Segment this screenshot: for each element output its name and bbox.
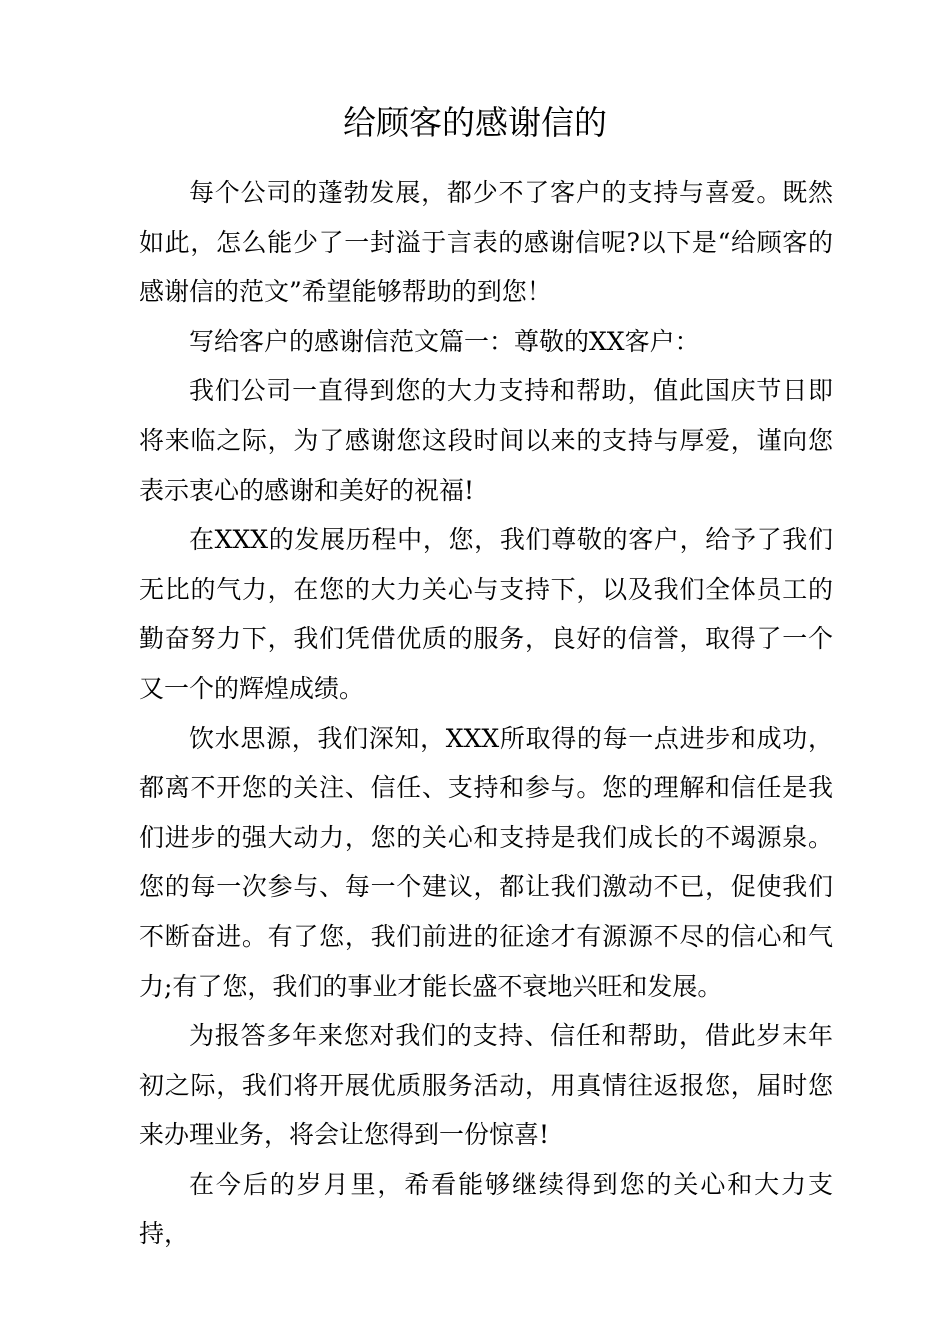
paragraph-thanks: 我们公司一直得到您的大力支持和帮助，值此国庆节日即将来临之际，为了感谢您这段时间以来的支持与厚爱，谨向您表示衷心的感谢和美好的祝福! [139, 376, 833, 505]
paragraph-intro: 每个公司的蓬勃发展，都少不了客户的支持与喜爱。既然如此，怎么能少了一封溢于言表的感谢信呢?以下是“给顾客的感谢信的范文”希望能够帮助的到您！ [139, 178, 833, 307]
letter-body [139, 168, 833, 1259]
paragraph-future: 在今后的岁月里，希看能够继续得到您的关心和大力支持， [139, 1169, 833, 1249]
document-title: 给顾客的感谢信的 [343, 103, 607, 142]
paragraph-salutation: 写给客户的感谢信范文篇一：尊敬的XX客户： [189, 326, 700, 356]
paragraph-history: 在XXX的发展历程中，您，我们尊敬的客户，给予了我们无比的气力，在您的大力关心与支持下，以及我们全体员工的勤奋努力下，我们凭借优质的服务，良好的信誉，取得了一个又一个的辉煌成绩。 [139, 525, 833, 703]
paragraph-service: 为报答多年来您对我们的支持、信任和帮助，借此岁末年初之际，我们将开展优质服务活动，用真情往返报您，届时您来办理业务，将会让您得到一份惊喜! [139, 1021, 833, 1150]
paragraph-gratitude: 饮水思源，我们深知，XXX所取得的每一点进步和成功，都离不开您的关注、信任、支持和参与。您的理解和信任是我们进步的强大动力，您的关心和支持是我们成长的不竭源泉。您的每一次参与、每一个建议，都让我们激动不已，促使我们不断奋进。有了您，我们前进的征途才有源源不尽的信心和气力;有了您，我们的事业才能长盛不衰地兴旺和发展。 [139, 723, 833, 1001]
